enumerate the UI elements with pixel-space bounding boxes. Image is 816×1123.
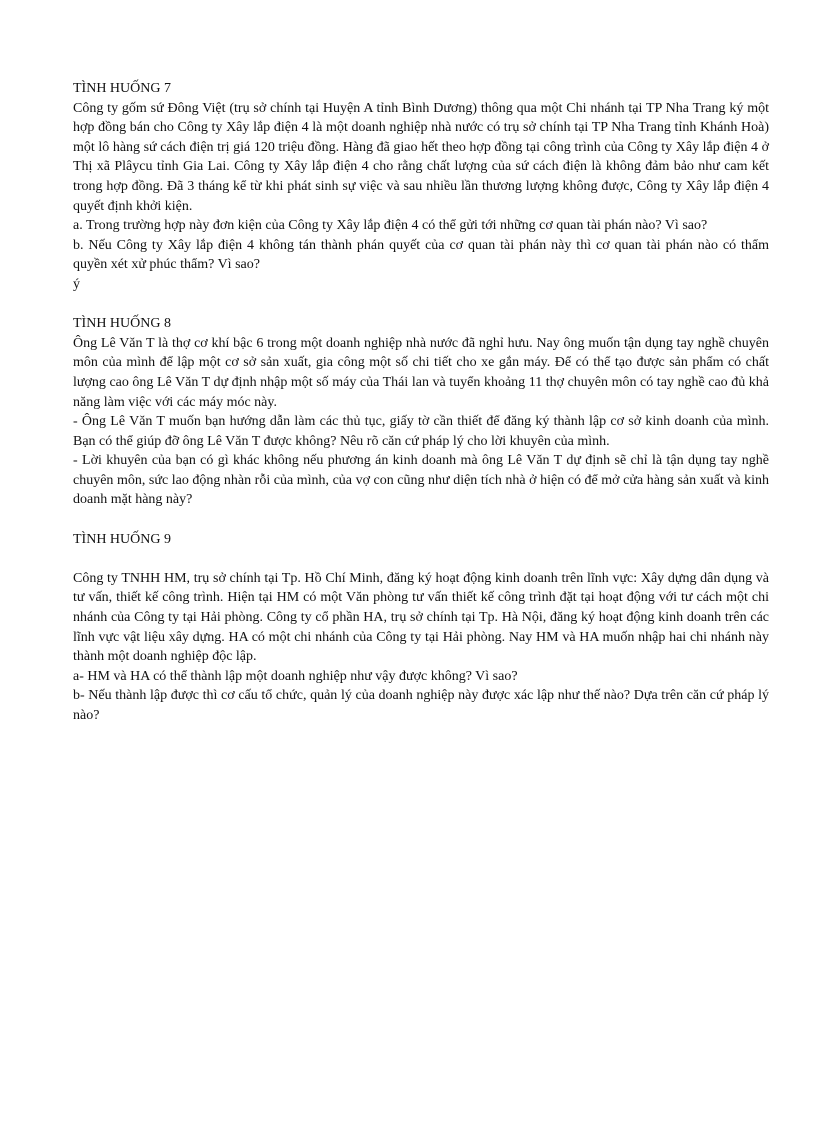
- heading-spacer: [73, 549, 769, 569]
- section-spacer: [73, 510, 769, 530]
- situation-7-question-a: a. Trong trường hợp này đơn kiện của Công ty Xây lắp điện 4 có thể gửi tới những cơ quan tài phán nào? Vì sao?: [73, 218, 708, 234]
- document-page: [73, 79, 769, 726]
- situation-9: [73, 530, 769, 726]
- situation-7-intro: Công ty gốm sứ Đông Việt (trụ sở chính tại Huyện A tỉnh Bình Dương) thông qua một Chi nhánh tại TP Nha Trang ký một hợp đồng bán cho Công ty Xây lắp điện 4 là một doanh nghiệp nhà nước có trụ sở chính tại TP Nha Trang tỉnh Khánh Hoà) một lô hàng sứ cách điện trị giá 120 triệu đồng. Hàng đã giao hết theo hợp đồng tại công trình của Công ty Xây lắp điện 4 ở Thị xã Plâycu tỉnh Gia Lai. Công ty Xây lắp điện 4 cho rằng chất lượng của sứ cách điện là không đảm bảo như cam kết trong hợp đồng. Đã 3 tháng kể từ khi phát sinh sự việc và sau nhiều lần thương lượng không được, Công ty Xây lắp điện 4 quyết định khởi kiện.: [73, 100, 769, 214]
- situation-9-heading: TÌNH HUỐNG 9: [73, 531, 171, 547]
- situation-7-stray-char: ý: [73, 276, 80, 292]
- situation-9-question-a: a- HM và HA có thể thành lập một doanh nghiệp như vậy được không? Vì sao?: [73, 668, 518, 684]
- situation-9-intro: Công ty TNHH HM, trụ sở chính tại Tp. Hồ Chí Minh, đăng ký hoạt động kinh doanh trên lĩnh vực: Xây dựng dân dụng và tư vấn, thiết kế công trình. Hiện tại HM có một Văn phòng tư vấn thiết kế công trình đặt tại hoạt động với tư cách một chi nhánh của Công ty tại Hải phòng. Công ty cổ phần HA, trụ sở chính tại Tp. Hà Nội, đăng ký hoạt động kinh doanh trên các lĩnh vực vật liệu xây dựng. HA có một chi nhánh của Công ty tại Hải phòng. Nay HM và HA muốn nhập hai chi nhánh này thành một doanh nghiệp độc lập.: [73, 570, 769, 665]
- situation-8-question-1: - Ông Lê Văn T muốn bạn hướng dẫn làm các thủ tục, giấy tờ cần thiết để đăng ký thành lập cơ sở kinh doanh của mình. Bạn có thể giúp đỡ ông Lê Văn T được không? Nêu rõ căn cứ pháp lý cho lời khuyên của mình.: [73, 414, 769, 449]
- situation-7-question-b: b. Nếu Công ty Xây lắp điện 4 không tán thành phán quyết của cơ quan tài phán này thì cơ quan tài phán nào có thẩm quyền xét xử phúc thẩm? Vì sao?: [73, 237, 769, 273]
- section-spacer: [73, 295, 769, 315]
- situation-7-heading: TÌNH HUỐNG 7: [73, 81, 171, 96]
- situation-7: [73, 79, 769, 295]
- situation-8: [73, 314, 769, 510]
- situation-8-heading: TÌNH HUỐNG 8: [73, 316, 171, 332]
- situation-8-intro: Ông Lê Văn T là thợ cơ khí bậc 6 trong một doanh nghiệp nhà nước đã nghỉ hưu. Nay ông muốn tận dụng tay nghề chuyên môn của mình để lập một cơ sở sản xuất, gia công một số chi tiết cho xe gắn máy. Để có thể tạo được sản phẩm có chất lượng cao ông Lê Văn T dự định nhập một số máy của Thái lan và tuyển khoảng 11 thợ chuyên môn có tay nghề cao đủ khả năng làm việc với các máy móc này.: [73, 335, 769, 410]
- situation-8-question-2: - Lời khuyên của bạn có gì khác không nếu phương án kinh doanh mà ông Lê Văn T dự định sẽ chỉ là tận dụng tay nghề chuyên môn, sức lao động nhàn rỗi của mình, của vợ con cũng như diện tích nhà ở hiện có để mở cửa hàng sản xuất và kinh doanh mặt hàng này?: [73, 453, 769, 508]
- situation-9-question-b: b- Nếu thành lập được thì cơ cấu tổ chức, quản lý của doanh nghiệp này được xác lập như thế nào? Dựa trên căn cứ pháp lý nào?: [73, 688, 769, 723]
